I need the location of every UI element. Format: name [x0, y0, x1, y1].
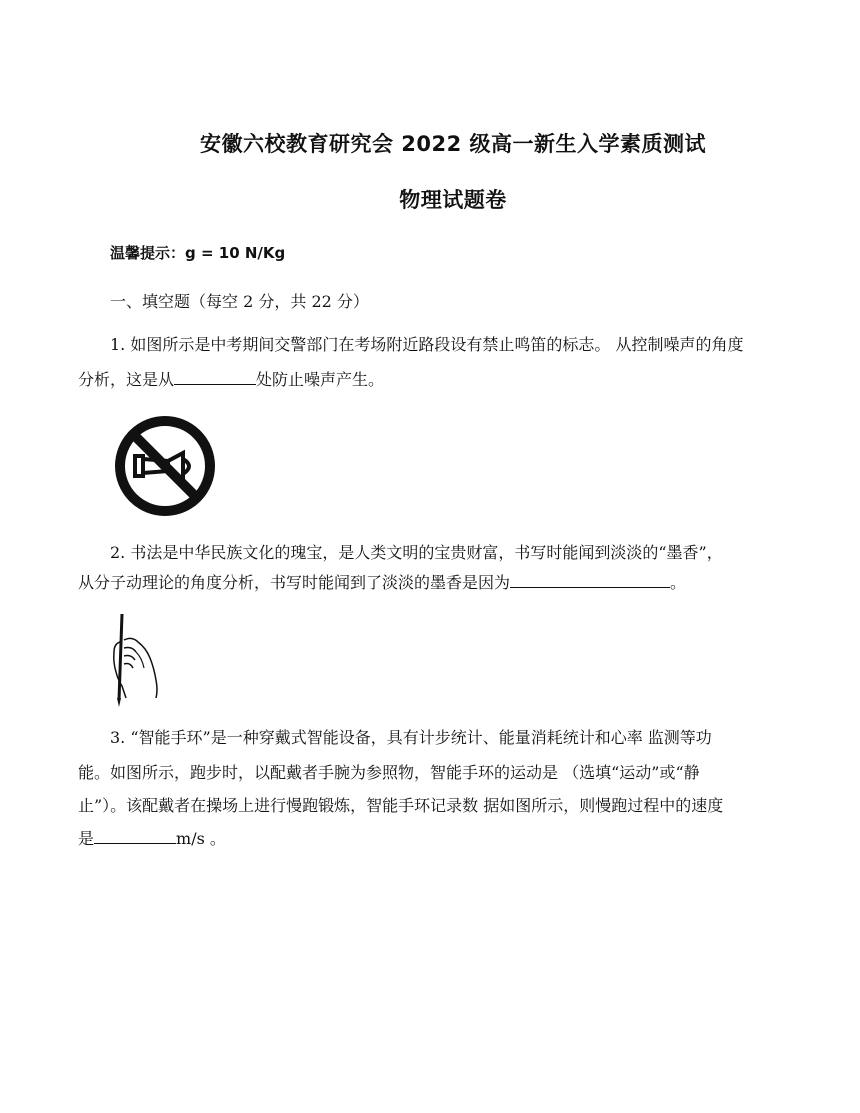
question-2-text-after: 。 [670, 573, 687, 592]
hand-writing-brush-icon [106, 612, 162, 708]
exam-title: 安徽六校教育研究会 2022 级高一新生入学素质测试 [199, 132, 707, 156]
question-1-line-1: 1. 如图所示是中考期间交警部门在考场附近路段设有禁止鸣笛的标志。 从控制噪声的角度 [110, 335, 744, 354]
answer-blank-1[interactable] [174, 368, 256, 385]
question-2-line-2 [78, 570, 784, 593]
question-3-text-after: m/s 。 [176, 829, 226, 848]
question-3-line-4 [78, 826, 784, 849]
question-2-line-1: 2. 书法是中华民族文化的瑰宝，是人类文明的宝贵财富，书写时能闻到淡淡的“墨香”， [110, 543, 723, 562]
no-horn-sign-icon [113, 414, 217, 518]
question-3-text-before: 是 [78, 829, 95, 848]
question-1-text-after: 处防止噪声产生。 [256, 370, 385, 389]
exam-subtitle: 物理试题卷 [399, 188, 507, 212]
answer-blank-2[interactable] [510, 571, 670, 588]
question-3-line-1: 3. “智能手环”是一种穿戴式智能设备，具有计步统计、能量消耗统计和心率 监测等功 [110, 728, 712, 747]
tip-text: 温馨提示：g = 10 N/Kg [110, 244, 286, 262]
question-3-line-2: 能。如图所示，跑步时，以配戴者手腕为参照物，智能手环的运动是 （选填“运动”或“静 [78, 763, 700, 782]
question-2-text-before: 从分子动理论的角度分析，书写时能闻到了淡淡的墨香是因为 [78, 573, 511, 592]
section-heading: 一、填空题（每空 2 分，共 22 分） [110, 292, 369, 311]
question-1-line-2 [78, 367, 784, 390]
answer-blank-3[interactable] [94, 827, 176, 844]
question-3-line-3: 止”）。该配戴者在操场上进行慢跑锻炼，智能手环记录数 据如图所示，则慢跑过程中的速度 [78, 796, 724, 815]
question-1-text-before: 分析，这是从 [78, 370, 175, 389]
